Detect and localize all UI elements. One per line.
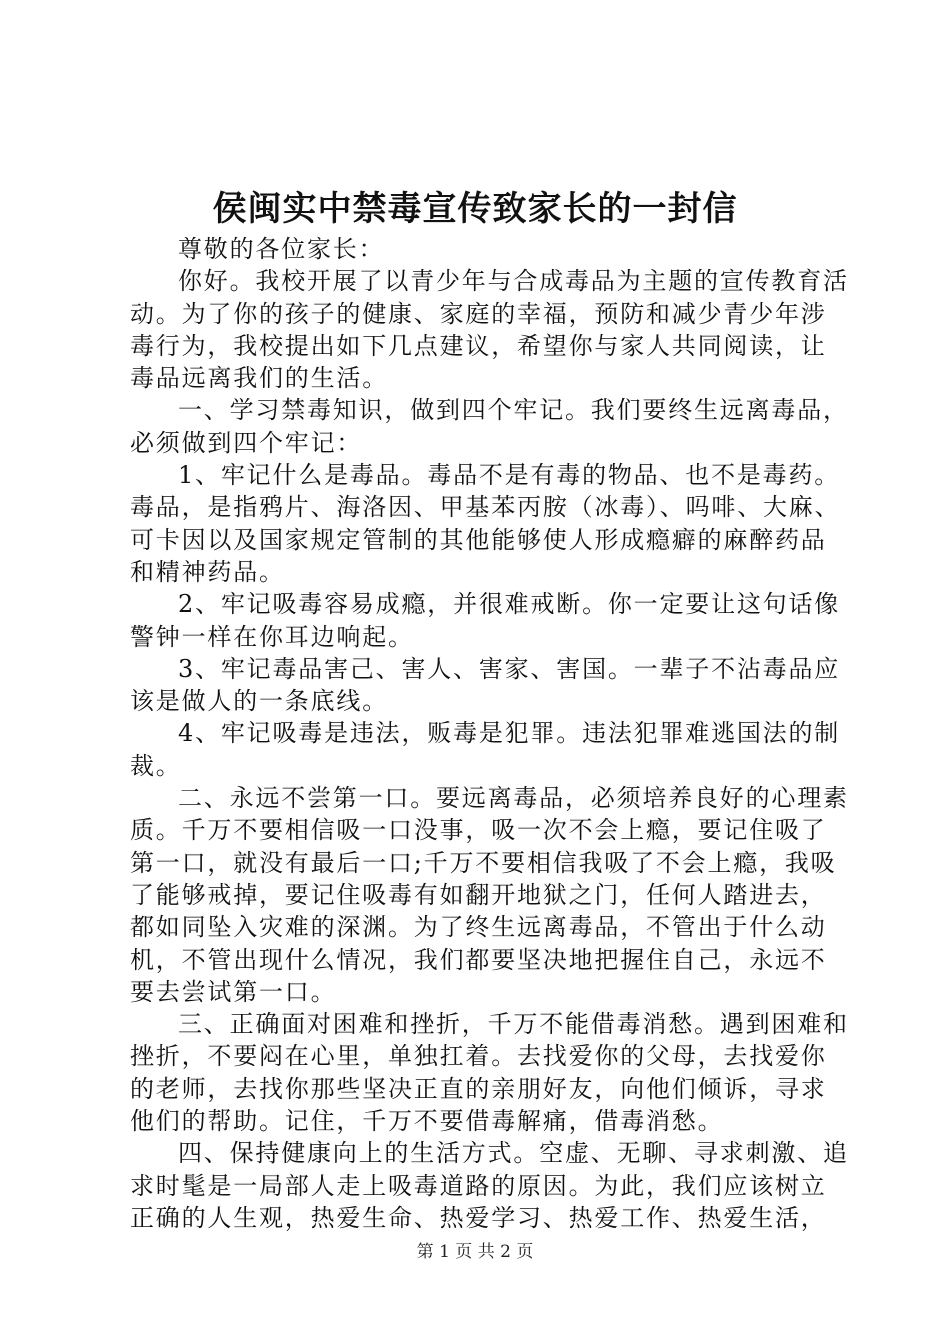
paragraph-line: 挫折，不要闷在心里，单独扛着。去找爱你的父母，去找爱你 — [130, 1042, 827, 1071]
paragraph-line: 2、牢记吸毒容易成瘾，并很难戒断。你一定要让这句话像 — [178, 590, 841, 619]
paragraph-line: 你好。我校开展了以青少年与合成毒品为主题的宣传教育活 — [178, 267, 849, 296]
paragraph-line: 动。为了你的孩子的健康、家庭的幸福，预防和减少青少年涉 — [130, 299, 827, 328]
section-two-paragraph — [130, 782, 849, 1008]
intro-paragraph — [130, 265, 849, 394]
section-four-paragraph — [130, 1137, 849, 1234]
paragraph-line: 了能够戒掉，要记住吸毒有如翻开地狱之门，任何人踏进去， — [130, 880, 827, 909]
paragraph-line: 一、学习禁毒知识，做到四个牢记。我们要终生远离毒品， — [178, 396, 849, 425]
paragraph-line: 机，不管出现什么情况，我们都要坚决地把握住自己，永远不 — [130, 945, 827, 974]
section-one-paragraph — [130, 394, 849, 459]
paragraph-line: 裁。 — [130, 751, 182, 780]
salutation-paragraph — [130, 233, 830, 265]
paragraph-line: 尊敬的各位家长： — [178, 235, 385, 263]
paragraph-line: 二、永远不尝第一口。要远离毒品，必须培养良好的心理素 — [178, 784, 849, 813]
document-body — [130, 233, 849, 1234]
paragraph-line: 毒品远离我们的生活。 — [130, 364, 388, 393]
paragraph-line: 四、保持健康向上的生活方式。空虚、无聊、寻求刺激、追 — [178, 1139, 849, 1168]
paragraph-line: 该是做人的一条底线。 — [130, 687, 388, 716]
paragraph-line: 警钟一样在你耳边响起。 — [130, 622, 414, 651]
item-two-paragraph — [130, 588, 841, 653]
item-one-paragraph — [130, 459, 841, 588]
paragraph-line: 1、牢记什么是毒品。毒品不是有毒的物品、也不是毒药。 — [178, 461, 841, 490]
page-number-footer: 第 1 页 共 2 页 — [416, 1242, 534, 1262]
paragraph-line: 4、牢记吸毒是违法，贩毒是犯罪。违法犯罪难逃国法的制 — [178, 719, 841, 748]
paragraph-line: 和精神药品。 — [130, 557, 285, 586]
paragraph-line: 三、正确面对困难和挫折，千万不能借毒消愁。遇到困难和 — [178, 1010, 849, 1039]
paragraph-line: 正确的人生观，热爱生命、热爱学习、热爱工作、热爱生活， — [130, 1203, 827, 1232]
paragraph-line: 可卡因以及国家规定管制的其他能够使人形成瘾癖的麻醉药品 — [130, 525, 827, 554]
item-three-paragraph — [130, 653, 841, 718]
paragraph-line: 的老师，去找你那些坚决正直的亲朋好友，向他们倾诉，寻求 — [130, 1074, 827, 1103]
paragraph-line: 他们的帮助。记住，千万不要借毒解痛，借毒消愁。 — [130, 1107, 724, 1136]
paragraph-line: 3、牢记毒品害己、害人、害家、害国。一辈子不沾毒品应 — [178, 654, 841, 683]
paragraph-line: 必须做到四个牢记： — [130, 428, 363, 457]
paragraph-line: 要去尝试第一口。 — [130, 977, 337, 1006]
document-title: 侯闽实中禁毒宣传致家长的一封信 — [212, 189, 738, 229]
paragraph-line: 质。千万不要相信吸一口没事，吸一次不会上瘾，要记住吸了 — [130, 816, 827, 845]
paragraph-line: 毒品，是指鸦片、海洛因、甲基苯丙胺（冰毒）、吗啡、大麻、 — [130, 493, 841, 522]
paragraph-line: 毒行为，我校提出如下几点建议，希望你与家人共同阅读，让 — [130, 331, 827, 360]
section-three-paragraph — [130, 1008, 849, 1137]
paragraph-line: 求时髦是一局部人走上吸毒道路的原因。为此，我们应该树立 — [130, 1171, 827, 1200]
paragraph-line: 第一口，就没有最后一口;千万不要相信我吸了不会上瘾，我吸 — [130, 848, 837, 877]
paragraph-line: 都如同坠入灾难的深渊。为了终生远离毒品，不管出于什么动 — [130, 913, 827, 942]
item-four-paragraph — [130, 717, 841, 782]
